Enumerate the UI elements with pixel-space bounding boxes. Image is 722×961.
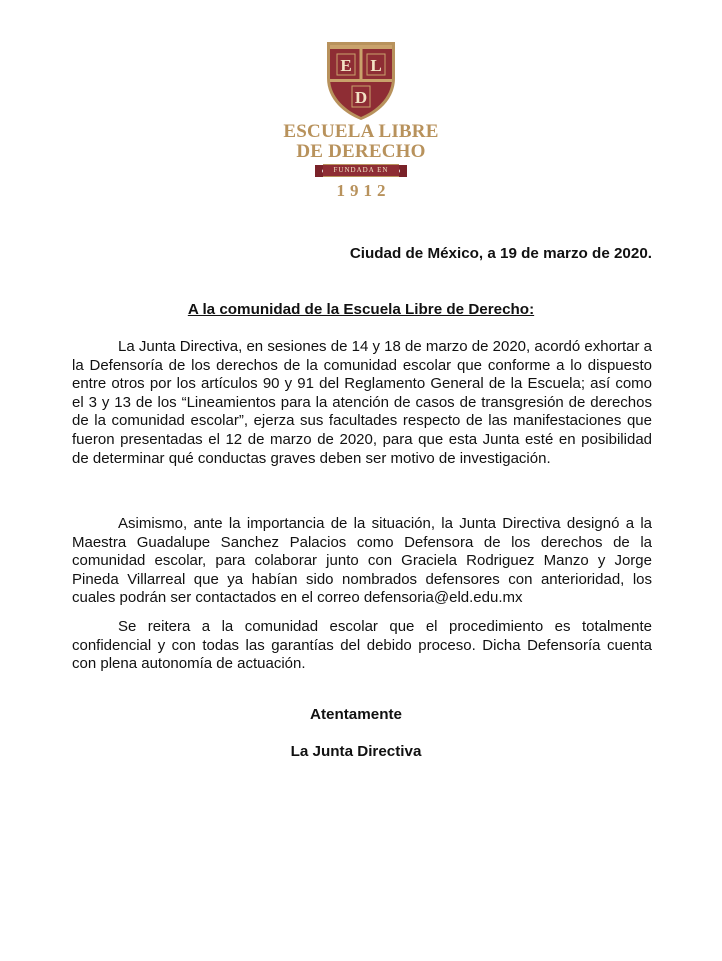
letterhead [0,38,722,201]
founding-year: 1912 [336,181,391,200]
letter-date: Ciudad de México, a 19 de marzo de 2020. [349,245,652,262]
signature-text: La Junta Directiva [290,743,422,760]
letter-salutation: A la comunidad de la Escuela Libre de Derecho: [187,301,535,318]
school-name-line1: ESCUELA LIBRE [283,121,439,142]
paragraph-3: Se reitera a la comunidad escolar que el procedimiento es totalmente confidencial y con todas las garantías del debido proceso. Dicha Defensoría cuenta con plena autonomía de actuación. [72,618,652,673]
closing-text: Atentamente [310,706,402,723]
monogram-letter-e: E [340,56,352,75]
school-shield-logo [321,38,401,122]
school-name-line2: DE DERECHO [296,141,426,162]
ribbon-text: FUNDADA EN [333,166,389,174]
paragraph-2: Asimismo, ante la importancia de la situación, la Junta Directiva designó a la Maestra Guadalupe Sanchez Palacios como Defensora de los derechos de la comunidad escolar, para colaborar junto con Graciela Rodriguez Manzo y Jorge Pineda Villarreal que ya habían sido nombrados defensores con anterioridad, los cuales podrán ser contactados en el correo defensoria@eld.edu.mx [72,515,652,607]
monogram-letter-l: L [370,56,382,75]
founded-ribbon [315,163,407,179]
paragraph-1: La Junta Directiva, en sesiones de 14 y 18 de marzo de 2020, acordó exhortar a la Defensoría de los derechos de la comunidad escolar que conforme a lo dispuesto entre otros por los artículos 90 y 91 del Reglamento General de la Escuela; así como el 3 y 13 de los “Lineamientos para la atención de casos de transgresión de derechos de la comunidad escolar”, ejerza sus facultades respecto de las manifestaciones que fueron presentadas el 12 de marzo de 2020, para que esta Junta esté en posibilidad de determinar qué conductas graves deben ser motivo de investigación. [72,338,652,467]
monogram-letter-d: D [354,88,368,107]
shield-icon [321,38,401,122]
